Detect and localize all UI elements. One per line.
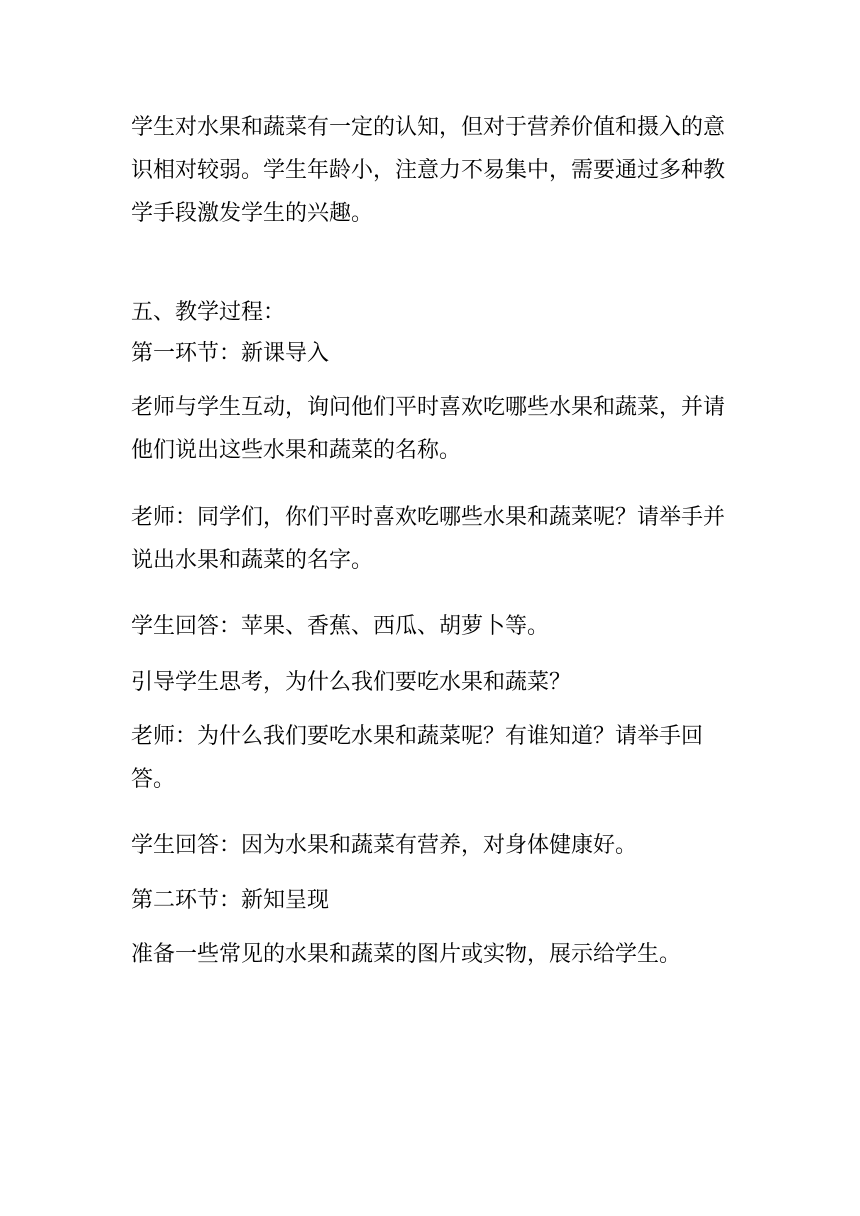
subsection-heading-new-knowledge: 第二环节：新知呈现 (131, 888, 330, 913)
paragraph-teacher-question-favorites: 老师：同学们，你们平时喜欢吃哪些水果和蔬菜呢？请举手并说出水果和蔬菜的名字。 (131, 505, 726, 573)
paragraph-teacher-student-interaction: 老师与学生互动，询问他们平时喜欢吃哪些水果和蔬菜，并请他们说出这些水果和蔬菜的名称。 (131, 395, 726, 463)
paragraph-guide-thinking: 引导学生思考，为什么我们要吃水果和蔬菜？ (131, 670, 572, 695)
subsection-heading-new-lesson-intro: 第一环节：新课导入 (131, 341, 330, 366)
paragraph-student-analysis: 学生对水果和蔬菜有一定的认知，但对于营养价值和摄入的意识相对较弱。学生年龄小，注意力不易集中，需要通过多种教学手段激发学生的兴趣。 (131, 115, 726, 226)
section-heading-teaching-process: 五、教学过程： (131, 300, 286, 325)
paragraph-prepare-pictures: 准备一些常见的水果和蔬菜的图片或实物，展示给学生。 (131, 942, 682, 967)
paragraph-student-answer-names: 学生回答：苹果、香蕉、西瓜、胡萝卜等。 (131, 614, 550, 639)
paragraph-student-answer-nutrition: 学生回答：因为水果和蔬菜有营养，对身体健康好。 (131, 833, 638, 858)
paragraph-teacher-question-why: 老师：为什么我们要吃水果和蔬菜呢？有谁知道？请举手回答。 (131, 724, 704, 792)
